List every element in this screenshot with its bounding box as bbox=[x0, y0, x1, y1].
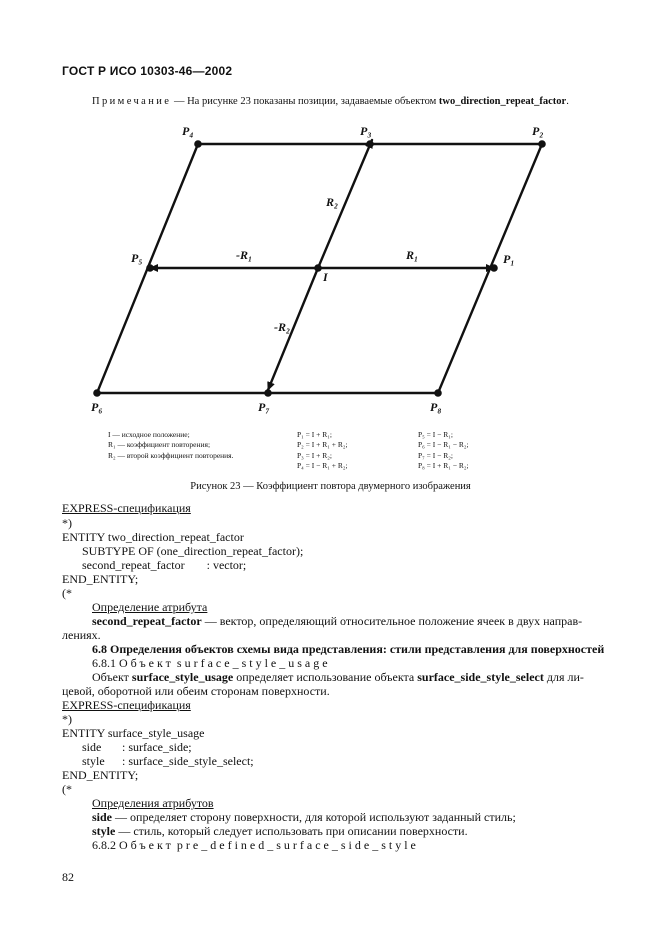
point-p8 bbox=[434, 389, 442, 397]
legend-definitions bbox=[108, 430, 234, 461]
code-attr-type: : surface_side; bbox=[122, 740, 192, 754]
express-spec-heading: EXPRESS-спецификация bbox=[62, 698, 191, 712]
subsection-6-8-1 bbox=[92, 656, 331, 670]
legend-line: R₂ — второй коэффициент повторения. bbox=[108, 450, 234, 460]
code-attr-type: : surface_side_style_select; bbox=[122, 754, 254, 768]
point-p7 bbox=[264, 389, 272, 397]
attr-term: style bbox=[92, 824, 116, 838]
code-line: ENTITY surface_style_usage bbox=[62, 726, 205, 740]
note-label: Примечание bbox=[92, 96, 172, 107]
point-p5 bbox=[146, 264, 154, 272]
legend-line: P₅ = I − R₁; bbox=[418, 430, 453, 439]
label-r1: R₁ bbox=[406, 248, 419, 262]
legend-formulas-1 bbox=[297, 430, 348, 472]
label-r2: R₂ bbox=[326, 195, 339, 209]
subsection-6-8-2 bbox=[92, 838, 419, 852]
legend-line: P₇ = I − R₂; bbox=[418, 450, 453, 460]
label-p5: P₅ bbox=[131, 251, 143, 265]
point-i bbox=[314, 264, 322, 272]
code-attr-name: side bbox=[82, 740, 102, 754]
express-spec-heading: EXPRESS-спецификация bbox=[62, 501, 191, 515]
legend-line: P₆ = I − R₁ − R₂; bbox=[418, 440, 469, 450]
legend-line: P₁ = I + R₁; bbox=[297, 430, 332, 439]
code-line: *) bbox=[62, 712, 72, 726]
point-p3 bbox=[366, 140, 374, 148]
subsection-name: pre_defined_surface_side_style bbox=[176, 838, 419, 852]
note-dash: — bbox=[171, 96, 188, 107]
page-header: ГОСТ Р ИСО 10303-46—2002 bbox=[62, 64, 233, 78]
code-line: (* bbox=[62, 782, 72, 796]
attrs-def-heading: Определения атрибутов bbox=[92, 796, 214, 810]
code-line: END_ENTITY; bbox=[62, 768, 139, 782]
subsection-number: 6.8.2 bbox=[92, 838, 116, 852]
legend-line: P₃ = I + R₂; bbox=[297, 450, 332, 460]
code-line: END_ENTITY; bbox=[62, 572, 139, 586]
subsection-label: Объект bbox=[119, 838, 174, 852]
label-p7: P₇ bbox=[258, 400, 270, 414]
legend-line: P₂ = I + R₁ + R₂; bbox=[297, 440, 348, 450]
code-line: SUBTYPE OF (one_direction_repeat_factor); bbox=[82, 544, 304, 558]
code-line: *) bbox=[62, 516, 72, 530]
paragraph-line: Объект surface_style_usage определяет использование объекта surface_side_style_select для ли- bbox=[92, 670, 584, 684]
code-line bbox=[82, 740, 192, 754]
label-i: I bbox=[323, 270, 328, 284]
paragraph-line: цевой, оборотной или обеим сторонам поверхности. bbox=[62, 684, 330, 698]
attr-text: — определяет сторону поверхности, для которой используют заданный стиль; bbox=[112, 810, 516, 824]
code-line: (* bbox=[62, 586, 72, 600]
note-text: На рисунке 23 показаны позиции, задаваемые объектом bbox=[187, 96, 439, 107]
figure-caption: Рисунок 23 — Коэффициент повтора двумерного изображения bbox=[190, 481, 471, 492]
attr-term: second_repeat_factor bbox=[92, 614, 202, 628]
code-line: ENTITY two_direction_repeat_factor bbox=[62, 530, 244, 544]
note-entity: two_direction_repeat_factor bbox=[438, 96, 567, 107]
subsection-label: Объект bbox=[119, 656, 174, 670]
paragraph-line bbox=[92, 824, 468, 838]
legend-line: R₁ — коэффициент повторения; bbox=[108, 440, 211, 450]
legend-formulas-2 bbox=[418, 430, 469, 472]
point-p6 bbox=[93, 389, 101, 397]
label-p6: P₆ bbox=[91, 400, 103, 414]
attr-text: — вектор, определяющий относительное положение ячеек в двух направ- bbox=[201, 614, 583, 628]
paragraph-line: лениях. bbox=[62, 628, 101, 642]
label-p8: P₈ bbox=[430, 400, 442, 414]
legend-line: P₈ = I + R₁ − R₂; bbox=[418, 461, 469, 471]
section-6-8-heading: 6.8 Определения объектов схемы вида представления: стили представления для поверхностей bbox=[92, 642, 605, 656]
point-p4 bbox=[194, 140, 202, 148]
legend-line: I — исходное положение; bbox=[108, 430, 190, 439]
label-neg-r2: -R₂ bbox=[274, 320, 291, 334]
code-line bbox=[82, 754, 254, 768]
label-p4: P₄ bbox=[182, 124, 194, 138]
subsection-number: 6.8.1 bbox=[92, 656, 116, 670]
label-p2: P₂ bbox=[532, 124, 544, 138]
label-p3: P₃ bbox=[360, 124, 372, 138]
attr-def-heading: Определение атрибута bbox=[92, 600, 208, 614]
point-p1 bbox=[490, 264, 498, 272]
note-end: . bbox=[566, 96, 569, 107]
attr-text: — стиль, который следует использовать при описании поверхности. bbox=[115, 824, 468, 838]
code-attr-name: style bbox=[82, 754, 105, 768]
paragraph-line bbox=[92, 810, 516, 824]
code-line bbox=[82, 558, 246, 572]
subsection-name: surface_style_usage bbox=[176, 656, 331, 670]
attr-term: side bbox=[92, 810, 113, 824]
code-attr-type: : vector; bbox=[206, 558, 247, 572]
code-attr-name: second_repeat_factor bbox=[82, 558, 185, 572]
label-p1: P₁ bbox=[503, 252, 515, 266]
label-neg-r1: -R₁ bbox=[236, 248, 253, 262]
point-p2 bbox=[538, 140, 546, 148]
paragraph-line bbox=[92, 614, 582, 628]
legend-line: P₄ = I − R₁ + R₂; bbox=[297, 461, 348, 471]
page-number: 82 bbox=[62, 870, 74, 884]
